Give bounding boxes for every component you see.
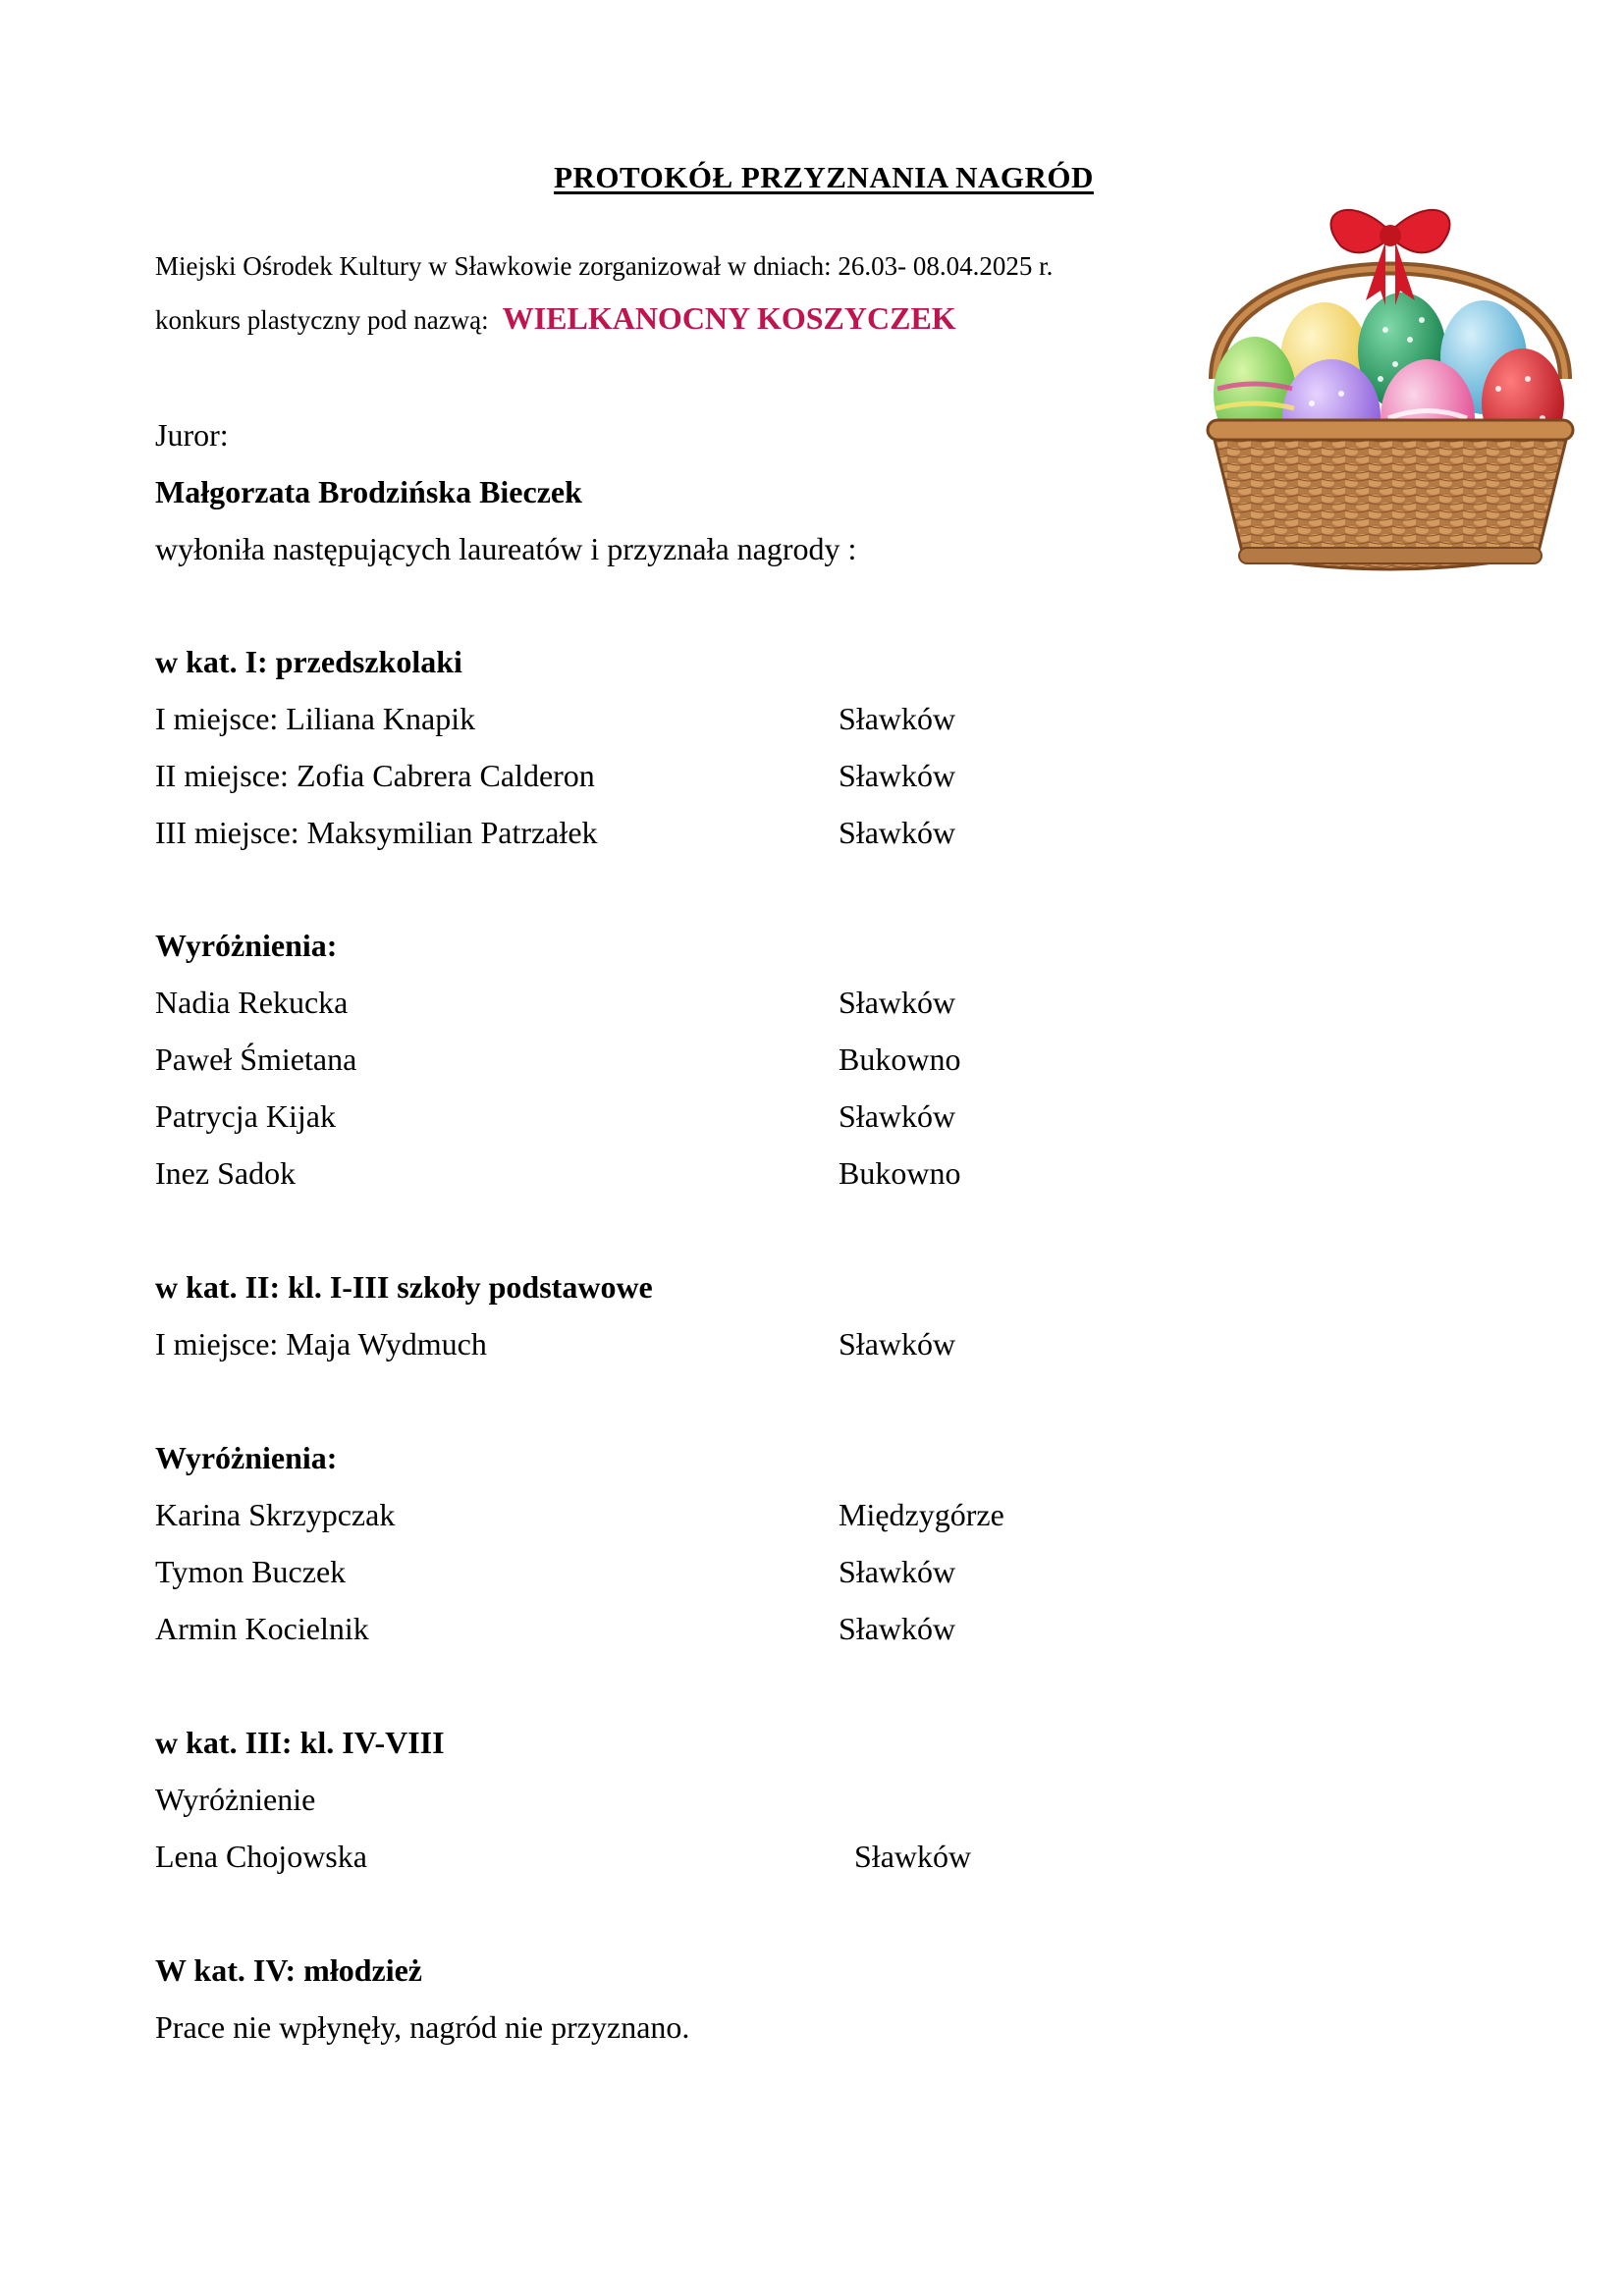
cat1-place-3-city: Sławków	[839, 815, 956, 850]
cat1-place-2-name: II miejsce: Zofia Cabrera Calderon	[155, 758, 595, 793]
cat1-distinction-1-city: Sławków	[839, 985, 956, 1020]
cat1-distinction-3-city: Sławków	[839, 1098, 956, 1134]
cat2-heading: w kat. II: kl. I-III szkoły podstawowe	[155, 1269, 653, 1305]
juror-label: Juror:	[155, 417, 229, 453]
cat2-distinctions-heading: Wyróżnienia:	[155, 1440, 338, 1475]
easter-basket-illustration	[1204, 192, 1577, 577]
cat2-place-1-name: I miejsce: Maja Wydmuch	[155, 1326, 487, 1362]
cat1-distinctions-heading: Wyróżnienia:	[155, 928, 338, 963]
cat1-place-2-city: Sławków	[839, 758, 956, 793]
cat1-distinction-2-name: Paweł Śmietana	[155, 1041, 357, 1077]
intro-line-1: Miejski Ośrodek Kultury w Sławkowie zorganizował w dniach: 26.03- 08.04.2025 r.	[155, 251, 1054, 281]
cat1-heading: w kat. I: przedszkolaki	[155, 644, 462, 679]
cat2-distinction-1-name: Karina Skrzypczak	[155, 1497, 396, 1532]
cat3-distinction-label: Wyróżnienie	[155, 1782, 316, 1817]
cat1-distinction-2-city: Bukowno	[839, 1041, 961, 1077]
cat1-place-1-city: Sławków	[839, 701, 956, 736]
cat2-distinction-1-city: Międzygórze	[839, 1497, 1004, 1532]
juror-text: wyłoniła następujących laureatów i przyznała nagrody :	[155, 531, 857, 566]
cat2-distinction-2-city: Sławków	[839, 1554, 956, 1589]
cat2-distinction-2-name: Tymon Buczek	[155, 1554, 347, 1589]
cat1-distinction-3-name: Patrycja Kijak	[155, 1098, 336, 1134]
cat1-distinction-1-name: Nadia Rekucka	[155, 985, 349, 1020]
cat1-distinction-4-city: Bukowno	[839, 1155, 961, 1191]
cat2-place-1-city: Sławków	[839, 1326, 956, 1362]
cat4-text: Prace nie wpłynęły, nagród nie przyznano.	[155, 2009, 690, 2045]
juror-name: Małgorzata Brodzińska Bieczek	[155, 474, 582, 509]
cat4-heading: W kat. IV: młodzież	[155, 1952, 422, 1988]
cat2-distinction-3-name: Armin Kocielnik	[155, 1611, 369, 1646]
intro-line-2-text: konkurs plastyczny pod nazwą:	[155, 305, 489, 335]
cat3-distinction-1-city: Sławków	[854, 1839, 972, 1874]
contest-name: WIELKANOCNY KOSZYCZEK	[502, 300, 956, 336]
cat3-distinction-1-name: Lena Chojowska	[155, 1839, 367, 1874]
document-title	[0, 160, 1624, 195]
cat2-distinction-3-city: Sławków	[839, 1611, 956, 1646]
cat1-distinction-4-name: Inez Sadok	[155, 1155, 297, 1191]
intro-line-2	[155, 300, 956, 337]
title-text: PROTOKÓŁ PRZYZNANIA NAGRÓD	[554, 160, 1094, 194]
cat1-place-1-name: I miejsce: Liliana Knapik	[155, 701, 476, 736]
cat1-place-3-name: III miejsce: Maksymilian Patrzałek	[155, 815, 598, 850]
cat3-heading: w kat. III: kl. IV-VIII	[155, 1725, 445, 1760]
